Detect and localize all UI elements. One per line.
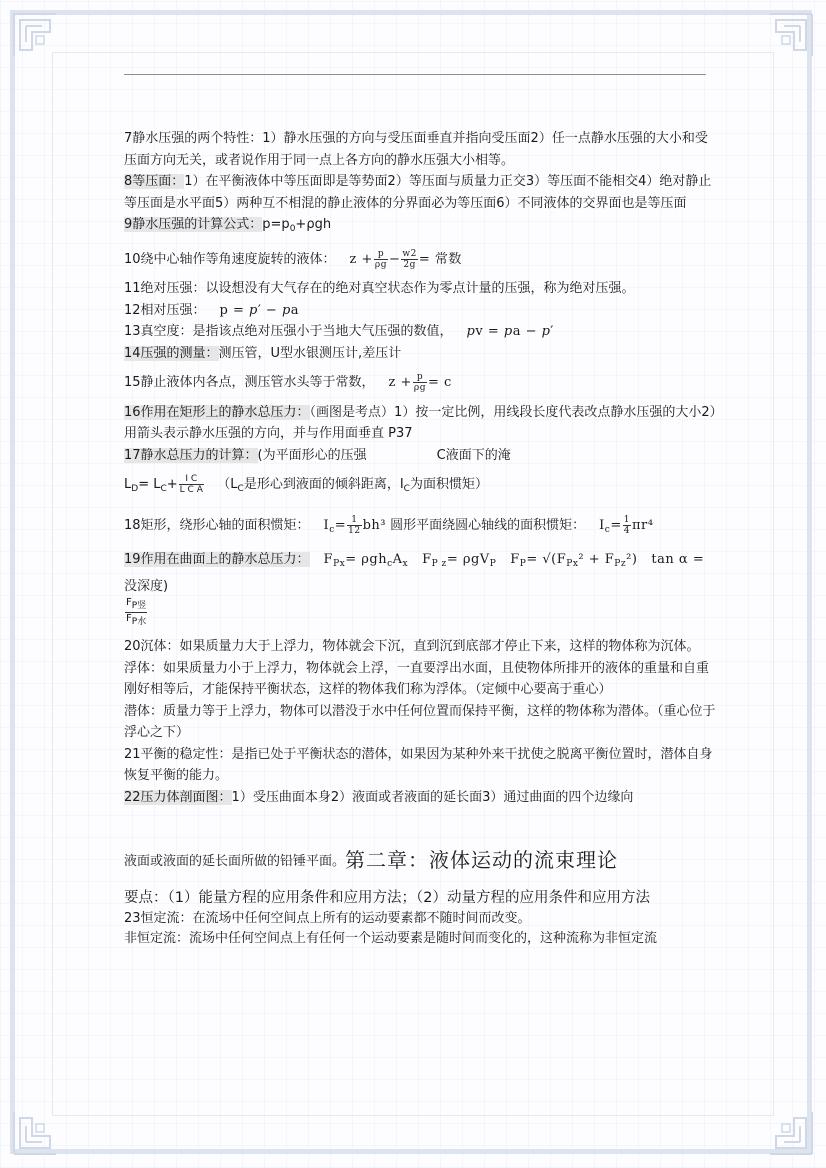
item-17-continuation: 没深度) <box>124 578 169 594</box>
item-19: 19作用在曲面上的静水总压力： $F_{Px}= \rho gh_cA_x$ $F_{P z}= \rho gV_P$ $F_P= √(F_{Px}^2 + F_{Pz}^2)$ tan α = <box>124 552 705 569</box>
item-17-depth-formula: $L_D= L_C+$ $\frac{\text{I C}}{\text{L C A}}$ （$L_C$是形心到液面的倾斜距离，$I_C$为面积惯矩） <box>124 474 488 495</box>
key-points: 要点：（1）能量方程的应用条件和应用方法；（2）动量方程的应用条件和应用方法 <box>124 889 650 906</box>
item-15: 15静止液体内各点，测压管水头等于常数， z + $\frac{p}{\rho g}$ = c <box>124 372 452 393</box>
corner-ornament-icon <box>12 12 58 58</box>
corner-ornament-icon <box>768 12 814 58</box>
item-9-label: 9静水压强的计算公式： <box>124 217 263 232</box>
header-rule <box>124 74 706 75</box>
item-20-submerged-body: 潜体：质量力等于上浮力，物体可以潜没于水中任何位置而保持平衡，这样的物体称为潜体。（重心位于浮心之下） <box>124 703 716 740</box>
item-23-unsteady-flow: 非恒定流：流场中任何空间点上有任何一个运动要素是随时间而变化的，这种流称为非恒定流 <box>124 930 658 946</box>
item-20-floating-body: 浮体：如果质量力小于上浮力，物体就会上浮，一直要浮出水面，且使物体所排开的液体的重量和自重刚好相等后，才能保持平衡状态，这样的物体我们称为浮体。（定倾中心要高于重心） <box>124 660 710 697</box>
corner-ornament-icon <box>12 1110 58 1156</box>
item-8-label: 8等压面： <box>124 174 185 189</box>
item-17: 17静水总压力的计算：(为平面形心的压强 C液面下的淹 <box>124 447 511 463</box>
piezometric-head-formula: z + $\frac{p}{\rho g}$ = c <box>388 372 452 393</box>
item-22-continuation: 液面或液面的延长面所做的铅锤平面。第二章：液体运动的流束理论 <box>124 848 619 872</box>
item-20-sinking-body: 20沉体：如果质量力大于上浮力，物体就会下沉，直到沉到底部才停止下来，这样的物体称为沉体。 <box>124 639 700 654</box>
item-9-formula: $p=p_0+\rho gh$ <box>262 217 332 234</box>
item-12: 12相对压强： p = 𝑝′ − 𝑝a <box>124 302 300 318</box>
item-13: 13真空度：是指该点绝对压强小于当地大气压强的数值， 𝑝v = 𝑝a − 𝑝′ <box>124 324 554 339</box>
relative-pressure-formula: p = 𝑝′ − 𝑝a <box>219 302 300 318</box>
item-8 <box>124 171 720 214</box>
item-18: 18矩形，绕形心轴的面积惯矩： $I_c=$ $\frac{1}{12}$ bh³ 圆形平面绕圆心轴线的面积惯矩： $I_c=$ $\frac{1}{4}$ πr⁴ <box>124 514 654 536</box>
item-9 <box>124 214 720 241</box>
item-14: 14压强的测量：测压管，U型水银测压计,差压计 <box>124 345 402 361</box>
item-22: 22压力体剖面图：1）受压曲面本身2）液面或者液面的延长面3）通过曲面的四个边缘向 <box>124 789 634 805</box>
chapter-title: 第二章：液体运动的流束理论 <box>345 848 619 872</box>
item-16: 16作用在矩形上的静水总压力：（画图是考点）1）按一定比例，用线段长度代表改点静水压强的大小2）用箭头表示静水压强的方向，并与作用面垂直 P37 <box>124 404 717 441</box>
page-ref: P37 <box>388 426 413 441</box>
item-19-tan-fraction: $\frac{\text{FP竖}}{\text{FP水}}$ <box>126 597 147 627</box>
corner-ornament-icon <box>768 1110 814 1156</box>
rotation-equation: z + $\frac{p}{\rho g}$ − $\frac{w2}{2g}$ = 常数 <box>349 248 462 270</box>
document-body <box>124 128 720 949</box>
item-8-text: 1）在平衡液体中等压面即是等势面2）等压面与质量力正交3）等压面不能相交4）绝对静止等压面是水平面5）两种互不相混的静止液体的分界面必为等压面6）不同液体的交界面也是等压面 <box>124 174 712 211</box>
item-7: 7静水压强的两个特性：1）静水压强的方向与受压面垂直并指向受压面2）任一点静水压强的大小和受压面方向无关，或者说作用于同一点上各方向的静水压强大小相等。 <box>124 131 708 168</box>
vacuum-formula: 𝑝v = 𝑝a − 𝑝′ <box>466 324 554 339</box>
item-10: 10绕中心轴作等角速度旋转的液体： z + $\frac{p}{\rho g}$ − $\frac{w2}{2g}$ = 常数 <box>124 248 462 270</box>
item-11: 11绝对压强：以设想没有大气存在的绝对真空状态作为零点计量的压强，称为绝对压强。 <box>124 281 635 296</box>
item-23-steady-flow: 23恒定流：在流场中任何空间点上所有的运动要素都不随时间而改变。 <box>124 910 531 926</box>
item-21: 21平衡的稳定性：是指已处于平衡状态的潜体，如果因为某种外来干扰使之脱离平衡位置时，潜体自身恢复平衡的能力。 <box>124 746 713 783</box>
